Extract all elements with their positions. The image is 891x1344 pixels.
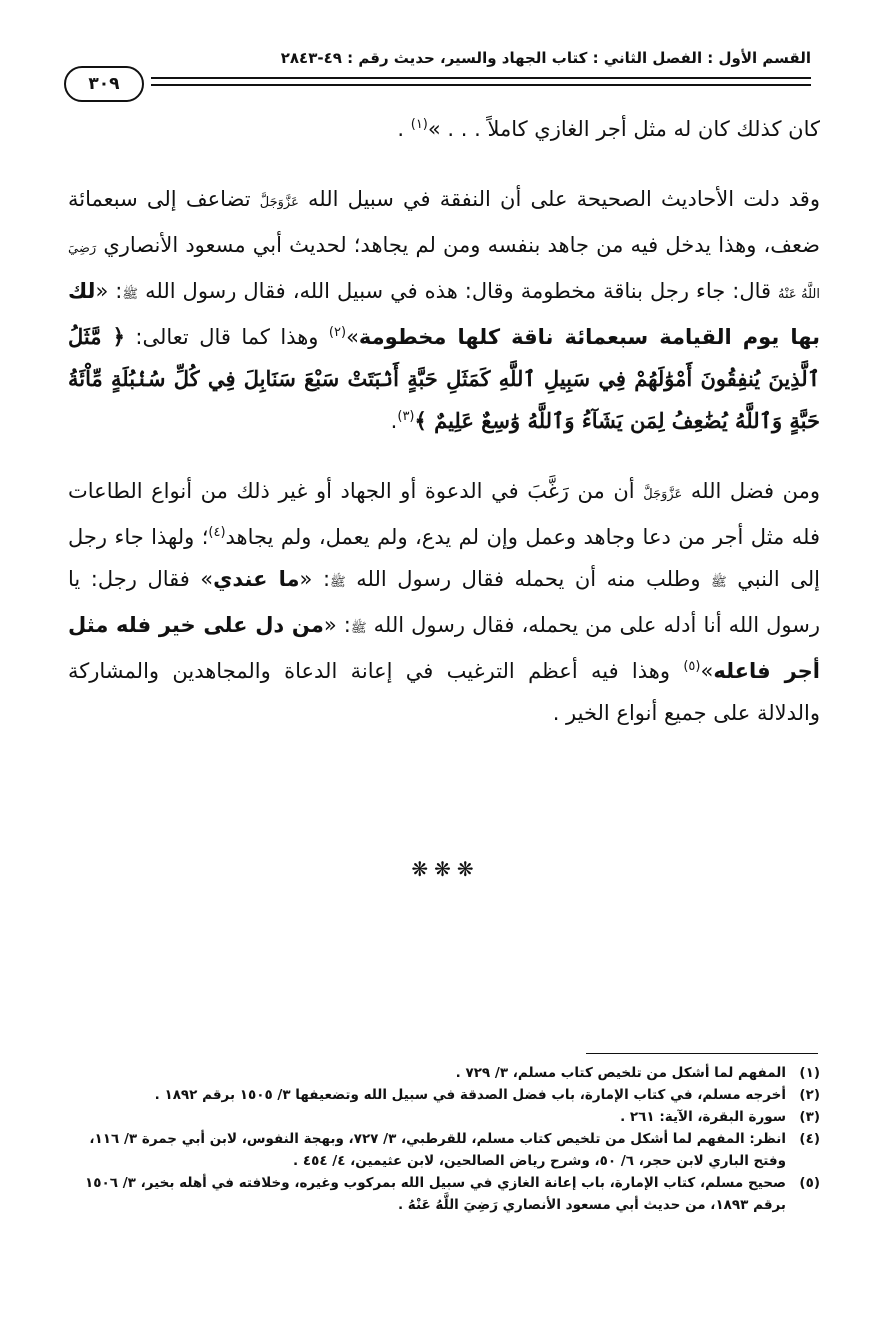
honorific-glyph: رَضِيَ اللَّهُ عَنْهُ [68, 241, 820, 302]
hadith-quote: ما عندي [213, 567, 300, 591]
text-run: . [390, 409, 398, 433]
text-run: وهذا فيه أعظم الترغيب في إعانة الدعاة والمجاهدين والمشاركة والدلالة على جميع أنواع الخير . [68, 659, 820, 725]
footnote-item [70, 1128, 820, 1172]
footnote-text: أخرجه مسلم، في كتاب الإمارة، باب فضل الصدقة في سبيل الله وتضعيفها ٣/ ١٥٠٥ برقم ١٨٩٢ . [154, 1087, 786, 1103]
text-run: وهذا كما قال تعالى: [124, 325, 329, 349]
footnote-ref-4[interactable]: (٤) [208, 525, 226, 540]
footnote-number: (٥) [799, 1175, 820, 1191]
text-run: » [700, 659, 714, 683]
footnote-text: انظر: المفهم لما أشكل من تلخيص كتاب مسلم، للقرطبي، ٣/ ٧٢٧، وبهجة النفوس، لابن أبي جمرة ٣/ ١١٦، وفتح الباري لابن حجر، ٦/ ٥٠، وشرح رياض الصالحين، لابن عثيمين، ٤/ ٤٥٤ . [89, 1131, 786, 1169]
footnote-text: سورة البقرة، الآية: ٢٦١ . [620, 1109, 786, 1125]
honorific-glyph: ﷺ [330, 575, 346, 590]
footnote-number: (٣) [799, 1109, 820, 1125]
footnote-number: (١) [799, 1065, 820, 1081]
honorific-glyph: ﷺ [122, 287, 139, 302]
footnote-ref-5[interactable]: (٥) [683, 659, 701, 674]
text-run: : « [299, 567, 331, 591]
footnote-text: المفهم لما أشكل من تلخيص كتاب مسلم، ٣/ ٧٢٩ . [455, 1065, 786, 1081]
footnotes [70, 1062, 820, 1216]
text-run: » فقال رجل: يا رسول الله أنا أدله على من يحمله، فقال رسول الله [68, 567, 820, 637]
header-rule-secondary [151, 84, 811, 86]
paragraph-2 [68, 178, 820, 442]
running-header: القسم الأول : الفصل الثاني : كتاب الجهاد والسير، حديث رقم : ٤٩-٢٨٤٣ [280, 49, 811, 67]
text-run: ؛ ولهذا جاء رجل إلى النبي [68, 525, 820, 591]
footnote-number: (٢) [799, 1087, 820, 1103]
footnote-rule [586, 1053, 818, 1054]
footnote-item [70, 1062, 820, 1084]
honorific-glyph: ﷺ [711, 575, 727, 590]
footnote-item [70, 1172, 820, 1216]
text-run: قال: جاء رجل بناقة مخطومة وقال: هذه في سبيل الله، فقال رسول الله [138, 279, 779, 303]
hadith-quote: لك بها يوم القيامة سبعمائة ناقة كلها مخطومة [68, 279, 820, 349]
text-run: : « [95, 279, 123, 303]
text-run: . [397, 117, 411, 141]
paragraph-1 [68, 108, 820, 150]
footnote-ref-3[interactable]: (٣) [397, 409, 415, 424]
footnote-number: (٤) [799, 1131, 820, 1147]
section-separator: ❋❋❋ [411, 857, 480, 881]
text-run: تضاعف إلى سبعمائة ضعف، وهذا يدخل فيه من جاهد بنفسه ومن لم يجاهد؛ لحديث أبي مسعود الأنصاري [68, 187, 820, 257]
header-rule [151, 77, 811, 79]
footnote-ref-2[interactable]: (٢) [328, 325, 347, 340]
honorific-glyph: ﷺ [350, 621, 367, 636]
honorific-glyph: عَزَّوَجَلَّ [259, 195, 299, 210]
main-text [68, 108, 820, 734]
hadith-quote: من دل على خير فله مثل أجر فاعله [68, 613, 820, 683]
footnote-text: صحيح مسلم، كتاب الإمارة، باب إعانة الغازي في سبيل الله بمركوب وغيره، وخلافته في أهله بخير، ٣/ ١٥٠٦ برقم ١٨٩٣، من حديث أبي مسعود الأنصاري رَضِيَ اللَّهُ عَنْهُ . [85, 1175, 786, 1213]
text-run: وطلب منه أن يحمله فقال رسول الله [345, 567, 712, 591]
text-run: : « [323, 613, 351, 637]
footnote-ref-1[interactable]: (١) [410, 117, 428, 132]
quran-verse: ﴿ مَّثَلُ ٱلَّذِينَ يُنفِقُونَ أَمْوَٰلَهُمْ فِي سَبِيلِ ٱللَّهِ كَمَثَلِ حَبَّةٍ أَنۢبَتَتْ سَبْعَ سَنَابِلَ فِي كُلِّ سُنۢبُلَةٍ مِّاْئَةُ حَبَّةٍ وَٱللَّهُ يُضَٰعِفُ لِمَن يَشَآءُ وَٱللَّهُ وَٰسِعٌ عَلِيمٌ ﴾ [68, 324, 820, 433]
paragraph-3 [68, 470, 820, 734]
text-run: » [346, 325, 359, 349]
text-run: وقد دلت الأحاديث الصحيحة على أن النفقة في سبيل الله [298, 187, 820, 211]
text-run: ومن فضل الله [682, 479, 820, 503]
page-number: ٣٠٩ [64, 66, 144, 102]
text-run: أن من رَغَّبَ في الدعوة أو الجهاد أو غير ذلك من أنواع الطاعات فله مثل أجر من دعا وجاهد وعمل وإن لم يدع، ولم يعمل، ولم يجاهد [68, 479, 820, 549]
honorific-glyph: عَزَّوَجَلَّ [643, 487, 683, 502]
text-run: كان كذلك كان له مثل أجر الغازي كاملاً . . . » [427, 117, 820, 141]
footnote-item [70, 1084, 820, 1106]
footnote-item [70, 1106, 820, 1128]
